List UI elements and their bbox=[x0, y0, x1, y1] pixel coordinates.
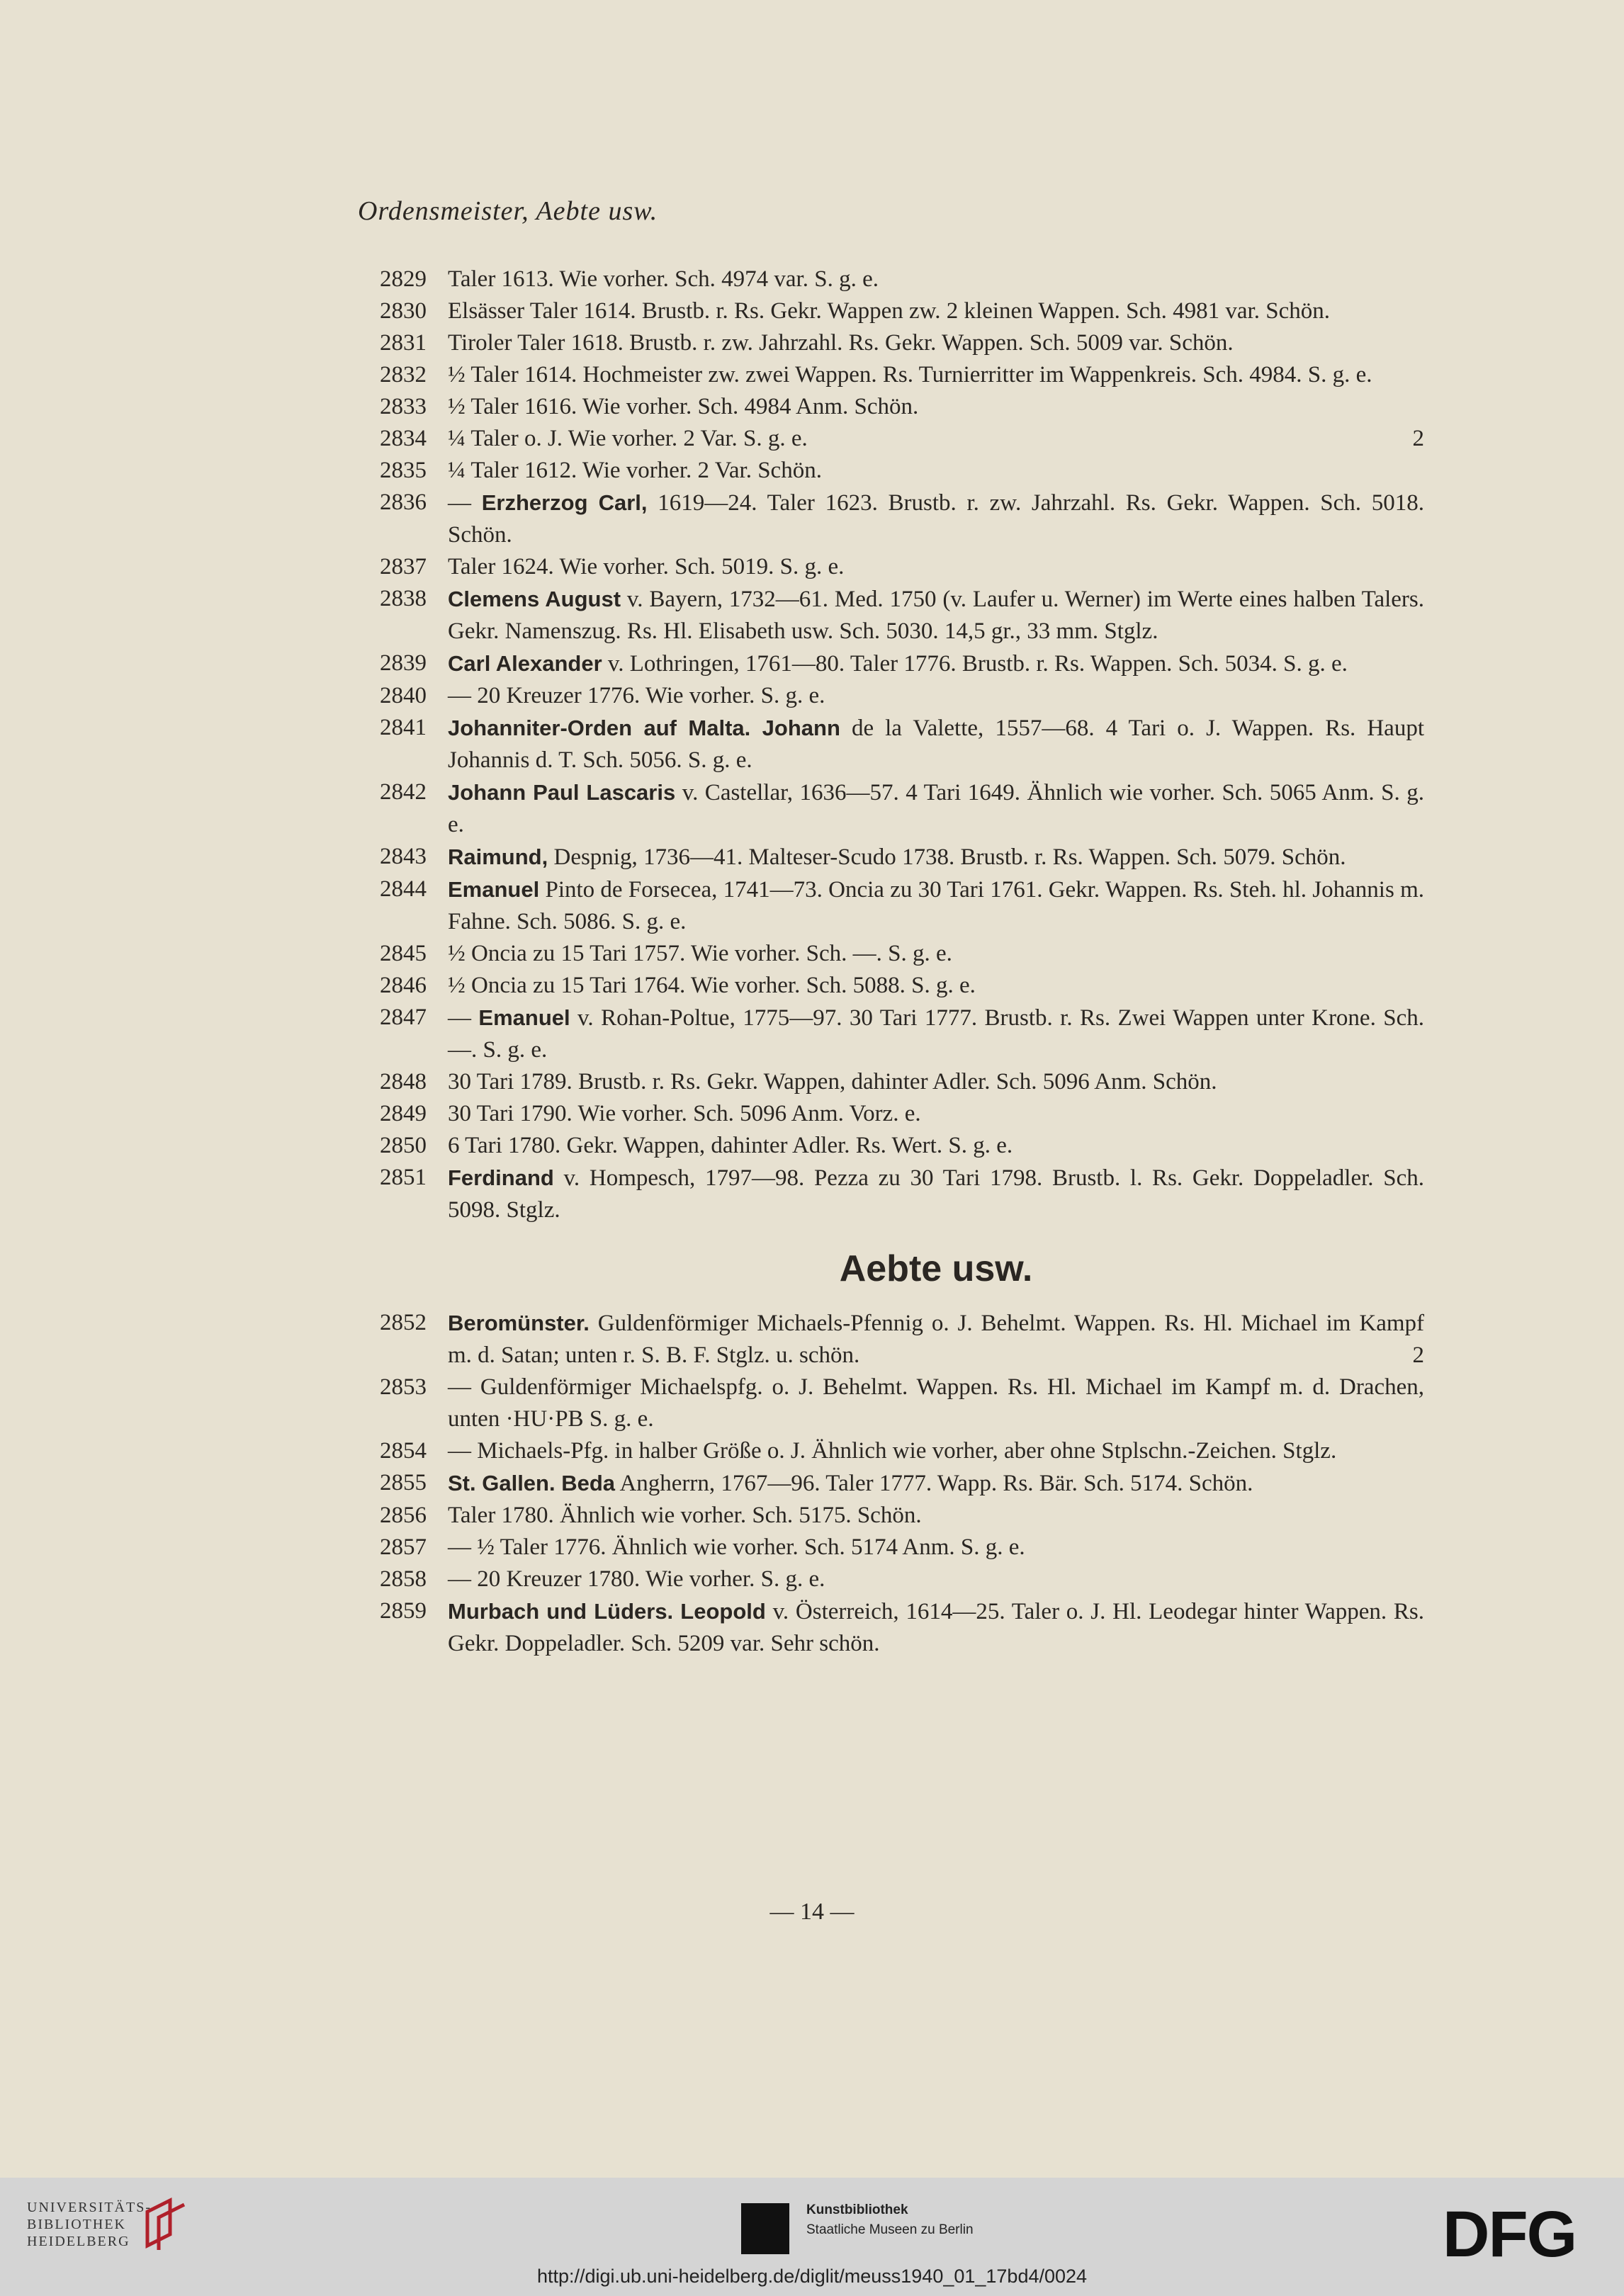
entry-description: v. Lothringen, 1761—80. Taler 1776. Brustb. r. Rs. Wappen. Sch. 5034. S. g. e. bbox=[602, 651, 1348, 677]
catalogue-entry bbox=[354, 712, 1424, 776]
catalogue-entry bbox=[354, 551, 1424, 583]
entry-description: Elsässer Taler 1614. Brustb. r. Rs. Gekr. Wappen zw. 2 kleinen Wappen. Sch. 4981 var. Schön. bbox=[448, 298, 1330, 324]
catalogue-entry bbox=[354, 647, 1424, 680]
catalogue-entry bbox=[354, 680, 1424, 712]
kb-line-1: Kunstbibliothek bbox=[806, 2202, 908, 2217]
entry-text bbox=[448, 455, 1424, 487]
entry-text bbox=[448, 487, 1424, 551]
entry-text bbox=[448, 359, 1424, 391]
entry-number: 2859 bbox=[380, 1598, 427, 1624]
entry-number: 2832 bbox=[380, 362, 427, 388]
entry-quantity-note: 2 bbox=[1412, 426, 1424, 451]
catalogue-entry bbox=[354, 776, 1424, 841]
running-header: Ordensmeister, Aebte usw. bbox=[358, 196, 658, 226]
entry-number: 2853 bbox=[380, 1374, 427, 1400]
catalogue-entry bbox=[354, 938, 1424, 970]
entry-text bbox=[448, 264, 1424, 295]
entry-description: — bbox=[448, 490, 482, 516]
entry-number: 2848 bbox=[380, 1069, 427, 1095]
uni-line-1: UNIVERSITÄTS- bbox=[27, 2200, 152, 2215]
entry-description: Pinto de Forsecea, 1741—73. Oncia zu 30 Tari 1761. Gekr. Wappen. Rs. Steh. hl. Johannis m. Fahne. Sch. 5086. S. g. e. bbox=[448, 877, 1424, 934]
catalogue-entry bbox=[354, 1162, 1424, 1226]
entry-text bbox=[448, 841, 1424, 873]
entry-text bbox=[448, 1595, 1424, 1660]
entry-number: 2844 bbox=[380, 876, 427, 902]
catalogue-entry bbox=[354, 1532, 1424, 1563]
entry-description: — bbox=[448, 1005, 479, 1031]
entry-number: 2854 bbox=[380, 1438, 427, 1464]
entry-number: 2839 bbox=[380, 650, 427, 676]
entry-description: 1619—24. Taler 1623. Brustb. r. zw. Jahrzahl. Rs. Gekr. Wappen. Sch. 5018. Schön. bbox=[448, 490, 1425, 548]
entry-description: ½ Taler 1616. Wie vorher. Sch. 4984 Anm. Schön. bbox=[448, 394, 919, 419]
entry-description: — 20 Kreuzer 1776. Wie vorher. S. g. e. bbox=[448, 683, 825, 708]
entry-number: 2855 bbox=[380, 1470, 427, 1495]
catalogue-entry bbox=[354, 1500, 1424, 1532]
entry-number: 2838 bbox=[380, 586, 427, 611]
kunstbibliothek-logo-icon bbox=[741, 2203, 789, 2254]
entry-number: 2831 bbox=[380, 330, 427, 356]
catalogue-entries bbox=[354, 264, 1424, 1660]
catalogue-entry bbox=[354, 583, 1424, 647]
entry-number: 2835 bbox=[380, 458, 427, 483]
entry-text bbox=[448, 1563, 1424, 1595]
catalogue-entry bbox=[354, 1130, 1424, 1162]
entry-text bbox=[448, 938, 1424, 970]
catalogue-entry bbox=[354, 1372, 1424, 1435]
entry-text bbox=[448, 1372, 1424, 1435]
entry-number: 2858 bbox=[380, 1566, 427, 1592]
entry-text bbox=[448, 1435, 1424, 1467]
entry-description: 30 Tari 1789. Brustb. r. Rs. Gekr. Wappen, dahinter Adler. Sch. 5096 Anm. Schön. bbox=[448, 1069, 1217, 1095]
entry-description: — Michaels-Pfg. in halber Größe o. J. Ähnlich wie vorher, aber ohne Stplschn.-Zeichen. Stglz. bbox=[448, 1438, 1337, 1464]
entry-text bbox=[448, 327, 1424, 359]
entry-text bbox=[448, 1532, 1424, 1563]
dfg-logo: DFG bbox=[1443, 2198, 1577, 2270]
catalogue-entry bbox=[354, 970, 1424, 1002]
entry-number: 2846 bbox=[380, 973, 427, 998]
entry-text bbox=[448, 873, 1424, 938]
catalogue-entry bbox=[354, 1435, 1424, 1467]
entry-text bbox=[448, 1130, 1424, 1162]
entries-list-abbeys bbox=[354, 1307, 1424, 1660]
footer-bar bbox=[0, 2178, 1624, 2296]
entry-name: Murbach und Lüders. Leopold bbox=[448, 1599, 766, 1624]
entry-text bbox=[448, 1162, 1424, 1226]
entry-name: Beromünster. bbox=[448, 1311, 590, 1335]
catalogue-entry bbox=[354, 264, 1424, 295]
entry-name: Johann Paul Lascaris bbox=[448, 780, 676, 805]
entry-number: 2829 bbox=[380, 266, 427, 292]
entry-name: Ferdinand bbox=[448, 1165, 554, 1190]
entry-description: Despnig, 1736—41. Malteser-Scudo 1738. Brustb. r. Rs. Wappen. Sch. 5079. Schön. bbox=[548, 844, 1346, 870]
entry-name: Emanuel bbox=[448, 877, 540, 902]
entry-text bbox=[448, 680, 1424, 712]
entry-number: 2850 bbox=[380, 1133, 427, 1158]
entry-number: 2841 bbox=[380, 715, 427, 740]
entry-name: Raimund, bbox=[448, 844, 548, 869]
entry-number: 2849 bbox=[380, 1101, 427, 1126]
entry-description: v. Castellar, 1636—57. 4 Tari 1649. Ähnlich wie vorher. Sch. 5065 Anm. S. g. e. bbox=[448, 780, 1425, 837]
entry-name: St. Gallen. Beda bbox=[448, 1471, 616, 1495]
entry-description: ¼ Taler 1612. Wie vorher. 2 Var. Schön. bbox=[448, 458, 822, 483]
entry-number: 2833 bbox=[380, 394, 427, 419]
entry-text bbox=[448, 1066, 1424, 1098]
entry-number: 2845 bbox=[380, 941, 427, 966]
entry-description: — 20 Kreuzer 1780. Wie vorher. S. g. e. bbox=[448, 1566, 825, 1592]
entry-number: 2834 bbox=[380, 426, 427, 451]
entry-description: ½ Taler 1614. Hochmeister zw. zwei Wappen. Rs. Turnierritter im Wappenkreis. Sch. 4984. S. g. e. bbox=[448, 362, 1372, 388]
source-url[interactable]: http://digi.ub.uni-heidelberg.de/diglit/meuss1940_01_17bd4/0024 bbox=[536, 2266, 1088, 2287]
entry-description: v. Österreich, 1614—25. Taler o. J. Hl. Leodegar hinter Wappen. Rs. Gekr. Doppeladler. Sch. 5209 var. Sehr schön. bbox=[448, 1599, 1424, 1656]
university-library-name bbox=[27, 2199, 152, 2250]
entry-text bbox=[448, 423, 1424, 455]
entry-number: 2856 bbox=[380, 1503, 427, 1528]
catalogue-entry bbox=[354, 359, 1424, 391]
catalogue-entry bbox=[354, 841, 1424, 873]
entry-number: 2836 bbox=[380, 490, 427, 515]
uni-line-3: HEIDELBERG bbox=[27, 2234, 130, 2249]
entry-text bbox=[448, 970, 1424, 1002]
entry-description: v. Hompesch, 1797—98. Pezza zu 30 Tari 1798. Brustb. l. Rs. Gekr. Doppeladler. Sch. 5098. Stglz. bbox=[448, 1165, 1424, 1223]
entry-description: v. Bayern, 1732—61. Med. 1750 (v. Laufer u. Werner) im Werte eines halben Talers. Gekr. Namenszug. Rs. Hl. Elisabeth usw. Sch. 5030. 14,5 gr., 33 mm. Stglz. bbox=[448, 587, 1424, 644]
entry-number: 2830 bbox=[380, 298, 427, 324]
entry-number: 2842 bbox=[380, 779, 427, 805]
entry-description: Tiroler Taler 1618. Brustb. r. zw. Jahrzahl. Rs. Gekr. Wappen. Sch. 5009 var. Schön. bbox=[448, 330, 1234, 356]
entry-name: Emanuel bbox=[478, 1005, 570, 1030]
entry-text bbox=[448, 391, 1424, 423]
entry-number: 2843 bbox=[380, 844, 427, 869]
entry-number: 2840 bbox=[380, 683, 427, 708]
entry-number: 2847 bbox=[380, 1005, 427, 1030]
page-number: — 14 — bbox=[769, 1899, 855, 1925]
catalogue-entry bbox=[354, 1098, 1424, 1130]
catalogue-entry bbox=[354, 423, 1424, 455]
entry-text bbox=[448, 1467, 1424, 1500]
entry-description: Taler 1613. Wie vorher. Sch. 4974 var. S. g. e. bbox=[448, 266, 879, 292]
entry-text bbox=[448, 583, 1424, 647]
entry-text bbox=[448, 712, 1424, 776]
uni-line-2: BIBLIOTHEK bbox=[27, 2217, 126, 2232]
catalogue-entry bbox=[354, 1307, 1424, 1372]
entry-text bbox=[448, 1500, 1424, 1532]
catalogue-entry bbox=[354, 455, 1424, 487]
catalogue-entry bbox=[354, 391, 1424, 423]
entry-description: Guldenförmiger Michaels-Pfennig o. J. Behelmt. Wappen. Rs. Hl. Michael im Kampf m. d. Satan; unten r. S. B. F. Stglz. u. schön. bbox=[448, 1311, 1424, 1368]
entry-description: Taler 1624. Wie vorher. Sch. 5019. S. g. e. bbox=[448, 554, 845, 579]
university-logo-icon bbox=[142, 2196, 191, 2253]
entry-text bbox=[448, 647, 1424, 680]
catalogue-entry bbox=[354, 1066, 1424, 1098]
entry-description: ¼ Taler o. J. Wie vorher. 2 Var. S. g. e. bbox=[448, 426, 808, 451]
entry-number: 2837 bbox=[380, 554, 427, 579]
catalogue-entry bbox=[354, 327, 1424, 359]
entry-text bbox=[448, 1307, 1424, 1372]
entry-description: ½ Oncia zu 15 Tari 1757. Wie vorher. Sch. —. S. g. e. bbox=[448, 941, 952, 966]
entry-name: Erzherzog Carl, bbox=[481, 490, 648, 515]
entry-quantity-note: 2 bbox=[1412, 1342, 1424, 1368]
entry-text bbox=[448, 1002, 1424, 1066]
entries-list-orders bbox=[354, 264, 1424, 1226]
catalogue-entry bbox=[354, 873, 1424, 938]
entry-number: 2857 bbox=[380, 1534, 427, 1560]
entry-description: Angherrn, 1767—96. Taler 1777. Wapp. Rs. Bär. Sch. 5174. Schön. bbox=[615, 1471, 1253, 1496]
kunstbibliothek-name bbox=[806, 2200, 974, 2240]
entry-description: de la Valette, 1557—68. 4 Tari o. J. Wappen. Rs. Haupt Johannis d. T. Sch. 5056. S. g. e. bbox=[448, 716, 1424, 773]
entry-number: 2852 bbox=[380, 1310, 427, 1335]
entry-description: 6 Tari 1780. Gekr. Wappen, dahinter Adler. Rs. Wert. S. g. e. bbox=[448, 1133, 1013, 1158]
entry-description: — Guldenförmiger Michaelspfg. o. J. Behelmt. Wappen. Rs. Hl. Michael im Kampf m. d. Drachen, unten ·HU·PB S. g. e. bbox=[448, 1374, 1424, 1432]
section-title: Aebte usw. bbox=[839, 1248, 1033, 1289]
entry-description: ½ Oncia zu 15 Tari 1764. Wie vorher. Sch. 5088. S. g. e. bbox=[448, 973, 976, 998]
kb-line-2: Staatliche Museen zu Berlin bbox=[806, 2222, 974, 2237]
entry-description: v. Rohan-Poltue, 1775—97. 30 Tari 1777. Brustb. r. Rs. Zwei Wappen unter Krone. Sch. —. S. g. e. bbox=[448, 1005, 1424, 1063]
entry-description: — ½ Taler 1776. Ähnlich wie vorher. Sch. 5174 Anm. S. g. e. bbox=[448, 1534, 1025, 1560]
entry-text bbox=[448, 295, 1424, 327]
catalogue-entry bbox=[354, 295, 1424, 327]
entry-number: 2851 bbox=[380, 1165, 427, 1190]
catalogue-entry bbox=[354, 1595, 1424, 1660]
entry-text bbox=[448, 776, 1424, 841]
entry-description: 30 Tari 1790. Wie vorher. Sch. 5096 Anm. Vorz. e. bbox=[448, 1101, 921, 1126]
entry-text bbox=[448, 1098, 1424, 1130]
entry-name: Johanniter-Orden auf Malta. Johann bbox=[448, 716, 840, 740]
entry-description: Taler 1780. Ähnlich wie vorher. Sch. 5175. Schön. bbox=[448, 1503, 922, 1528]
catalogue-entry bbox=[354, 1563, 1424, 1595]
catalogue-entry bbox=[354, 487, 1424, 551]
entry-name: Carl Alexander bbox=[448, 651, 602, 676]
catalogue-entry bbox=[354, 1002, 1424, 1066]
entry-name: Clemens August bbox=[448, 587, 621, 611]
catalogue-entry bbox=[354, 1467, 1424, 1500]
entry-text bbox=[448, 551, 1424, 583]
